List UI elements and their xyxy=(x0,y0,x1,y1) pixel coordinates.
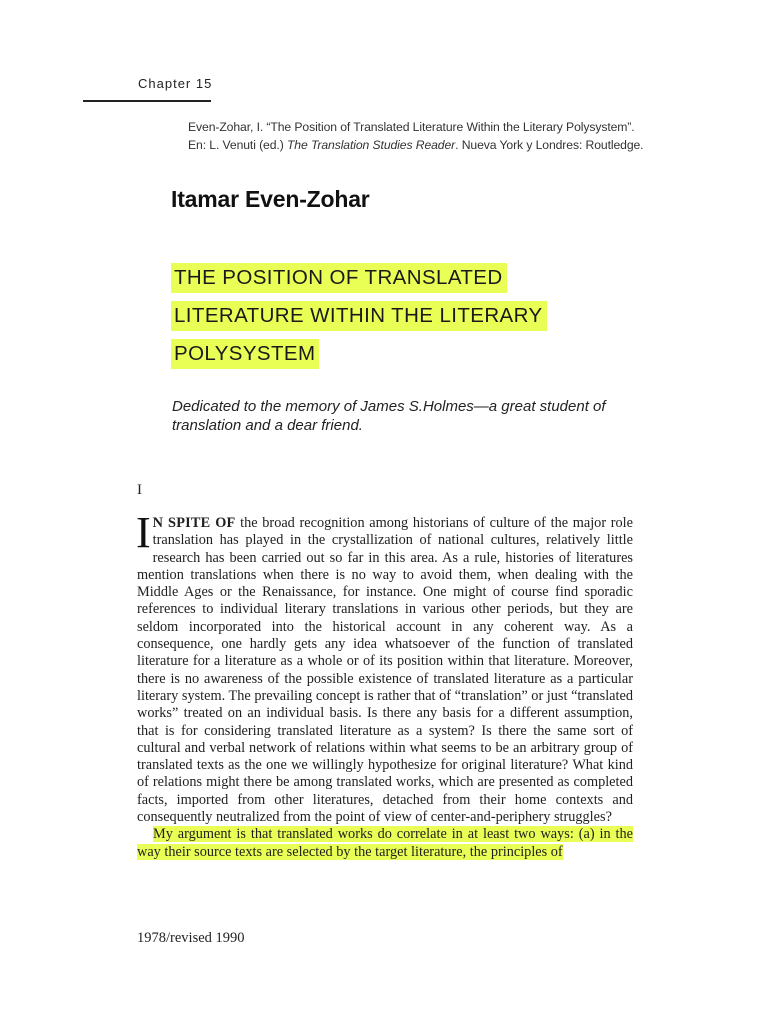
citation-book-title: The Translation Studies Reader xyxy=(286,138,456,152)
dedication: Dedicated to the memory of James S.Holmes—a great student of translation and a dear friend. xyxy=(172,398,606,434)
citation-suffix: . Nueva York y Londres: Routledge. xyxy=(455,138,644,152)
citation-prefix: En: L. Venuti (ed.) xyxy=(188,138,287,152)
lead-in: N SPITE OF xyxy=(152,515,236,531)
chapter-label: Chapter 15 xyxy=(138,76,213,91)
body-text xyxy=(136,508,633,861)
footer-date: 1978/revised 1990 xyxy=(137,930,245,946)
highlighted-text: My argument is that translated works do correlate in at least two ways: (a) in the way their source texts are selected by the target literature, the principles of xyxy=(137,826,633,860)
title-line: POLYSYSTEM xyxy=(171,335,591,373)
chapter-rule xyxy=(83,100,211,102)
paragraph-1 xyxy=(136,508,633,826)
article-title xyxy=(171,259,591,373)
title-line: LITERATURE WITHIN THE LITERARY xyxy=(171,297,591,335)
paragraph-1-text: the broad recognition among historians of culture of the major role translation has played in the crystallization of national cultures, relatively little research has been carried out so far in this area. As a rule, histories of literatures mention translations when there is no way to avoid them, when dealing with the Middle Ages or the Renaissance, for instance. One might of course find sporadic references to individual literary translations in various other periods, but they are seldom incorporated into the historical account in any coherent way. As a consequence, one hardly gets any idea whatsoever of the function of translated literature for a literature as a whole or of its position within that literature. Moreover, there is no awareness of the possible existence of translated literature as a particular literary system. The prevailing concept is rather that of “translation” or just “translated works” treated on an individual basis. Is there any basis for a different assumption, that is for considering translated literature as a system? Is there the same sort of cultural and verbal network of relations within what seems to be an arbitrary group of translated texts as the one we willingly hypothesize for original literature? What kind of relations might there be among translated works, which are presented as completed facts, imported from other literatures, detached from their home contexts and consequently neutralized from the point of view of center-and-periphery struggles? xyxy=(137,515,633,826)
section-number: I xyxy=(137,482,142,498)
citation-line-2 xyxy=(188,136,658,154)
citation-line-1: Even-Zohar, I. “The Position of Translated Literature Within the Literary Polysystem”. xyxy=(188,120,635,134)
title-line: THE POSITION OF TRANSLATED xyxy=(171,259,591,297)
paragraph-2 xyxy=(137,826,633,861)
author-name: Itamar Even-Zohar xyxy=(171,186,370,212)
citation xyxy=(188,118,658,154)
drop-cap: I xyxy=(136,508,151,557)
